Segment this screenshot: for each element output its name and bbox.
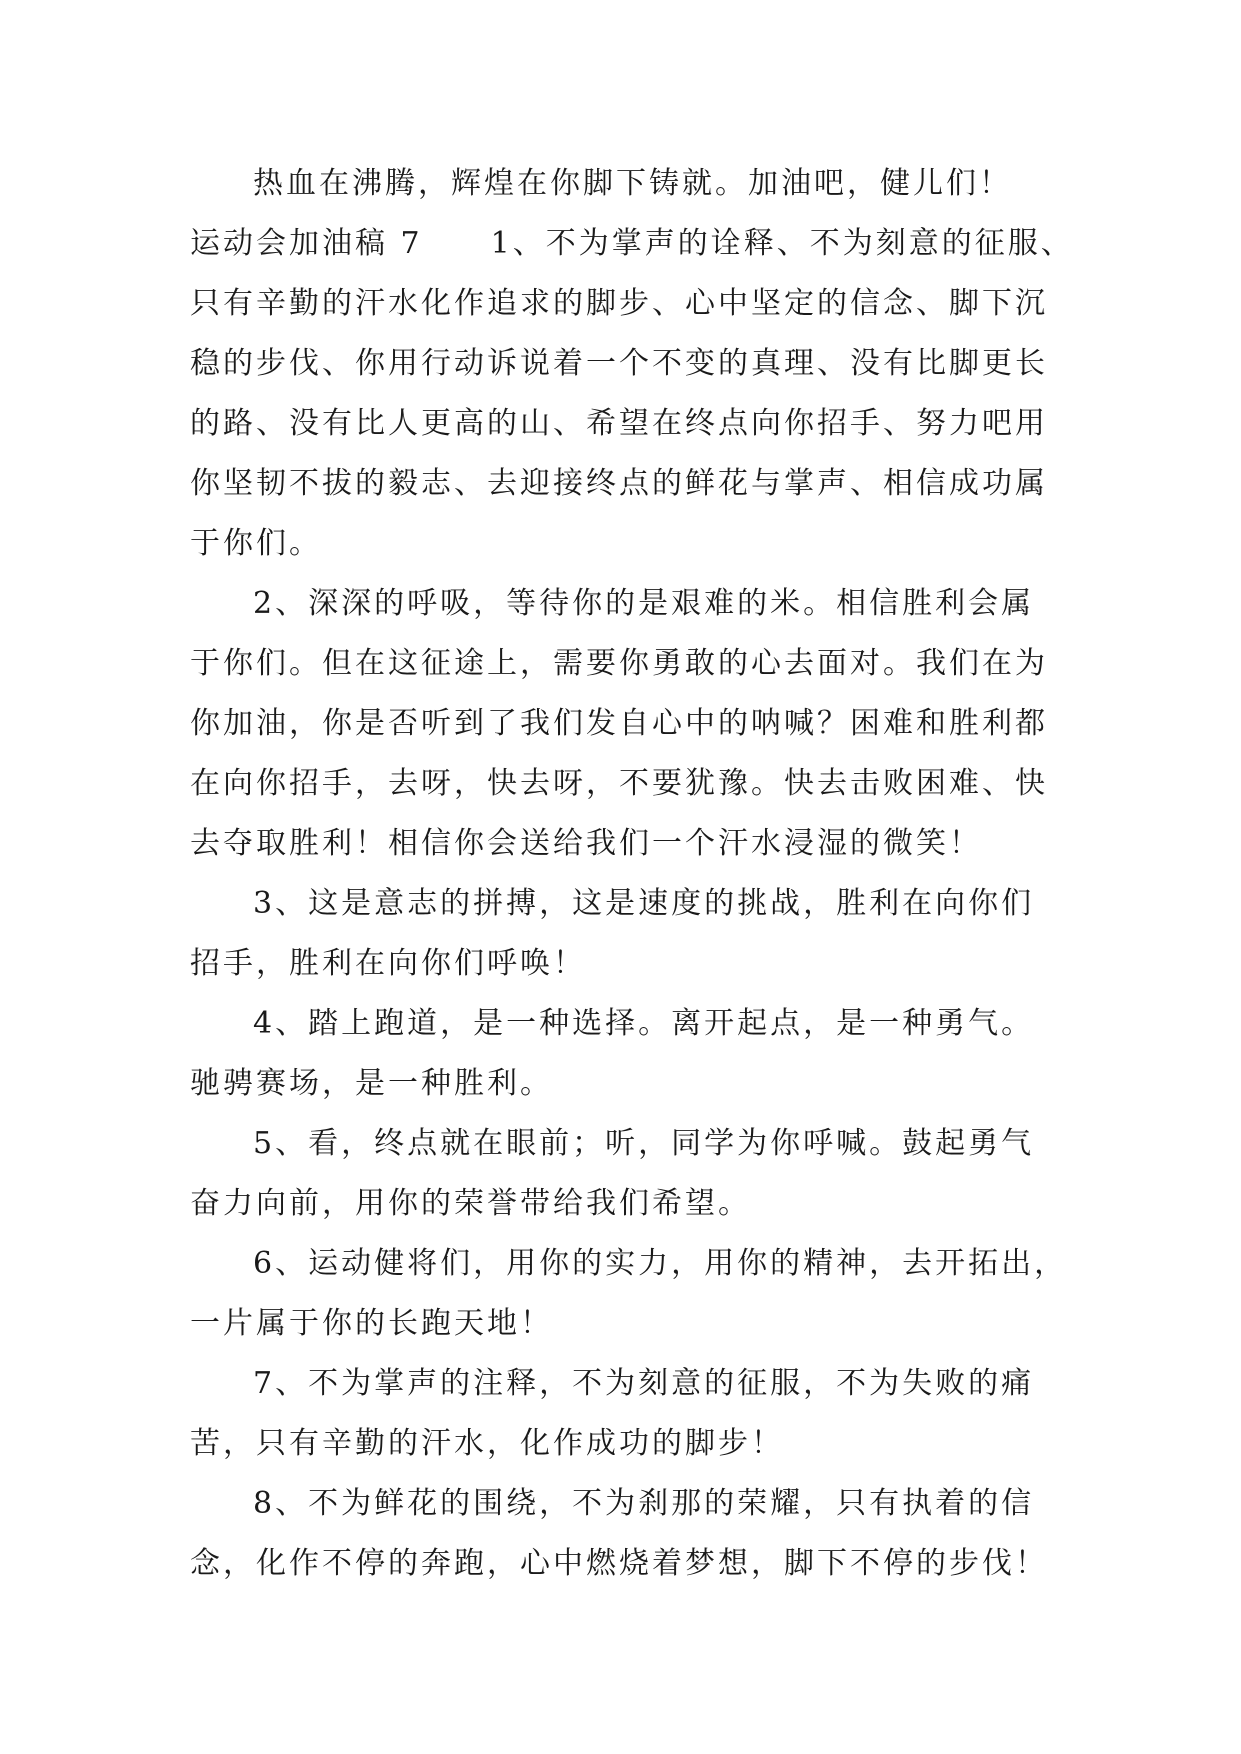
paragraph-line: 只有辛勤的汗水化作追求的脚步、心中坚定的信念、脚下沉 bbox=[190, 286, 1048, 321]
paragraph-line: 你坚韧不拔的毅志、去迎接终点的鲜花与掌声、相信成功属 bbox=[190, 466, 1048, 501]
paragraph-line: 一片属于你的长跑天地！ bbox=[190, 1306, 553, 1341]
section-heading-line bbox=[190, 214, 1074, 274]
paragraph-line: 你加油，你是否听到了我们发自心中的呐喊？困难和胜利都 bbox=[190, 706, 1048, 741]
paragraph-line: 的路、没有比人更高的山、希望在终点向你招手、努力吧用 bbox=[190, 406, 1048, 441]
paragraph-line: 5、看，终点就在眼前；听，同学为你呼喊。鼓起勇气 bbox=[253, 1126, 1035, 1161]
section-heading: 运动会加油稿 7 bbox=[190, 226, 423, 261]
document-body bbox=[190, 154, 1074, 1594]
paragraph-line: 于你们。 bbox=[190, 526, 322, 561]
paragraph-line: 于你们。但在这征途上，需要你勇敢的心去面对。我们在为 bbox=[190, 646, 1048, 681]
paragraph-line: 稳的步伐、你用行动诉说着一个不变的真理、没有比脚更长 bbox=[190, 346, 1048, 381]
paragraph-line: 4、踏上跑道，是一种选择。离开起点，是一种勇气。 bbox=[253, 1006, 1035, 1041]
paragraph-line: 驰骋赛场，是一种胜利。 bbox=[190, 1066, 553, 1101]
paragraph-line: 在向你招手，去呀，快去呀，不要犹豫。快去击败困难、快 bbox=[190, 766, 1048, 801]
paragraph-line: 2、深深的呼吸，等待你的是艰难的米。相信胜利会属 bbox=[253, 586, 1035, 621]
paragraph-line: 去夺取胜利！相信你会送给我们一个汗水浸湿的微笑！ bbox=[190, 826, 982, 861]
paragraph-line: 6、运动健将们，用你的实力，用你的精神，去开拓出， bbox=[253, 1246, 1068, 1281]
paragraph-line: 1、不为掌声的诠释、不为刻意的征服、 bbox=[490, 226, 1074, 261]
paragraph-line: 念，化作不停的奔跑，心中燃烧着梦想，脚下不停的步伐！ bbox=[190, 1546, 1048, 1581]
paragraph-line: 7、不为掌声的注释，不为刻意的征服，不为失败的痛 bbox=[253, 1366, 1035, 1401]
paragraph-line: 3、这是意志的拼搏，这是速度的挑战，胜利在向你们 bbox=[253, 886, 1035, 921]
paragraph-line: 招手，胜利在向你们呼唤！ bbox=[190, 946, 586, 981]
paragraph-line: 8、不为鲜花的围绕，不为刹那的荣耀，只有执着的信 bbox=[253, 1486, 1035, 1521]
paragraph-line: 热血在沸腾，辉煌在你脚下铸就。加油吧，健儿们！ bbox=[253, 166, 1012, 201]
paragraph-line: 苦，只有辛勤的汗水，化作成功的脚步！ bbox=[190, 1426, 784, 1461]
paragraph-line: 奋力向前，用你的荣誉带给我们希望。 bbox=[190, 1186, 751, 1221]
